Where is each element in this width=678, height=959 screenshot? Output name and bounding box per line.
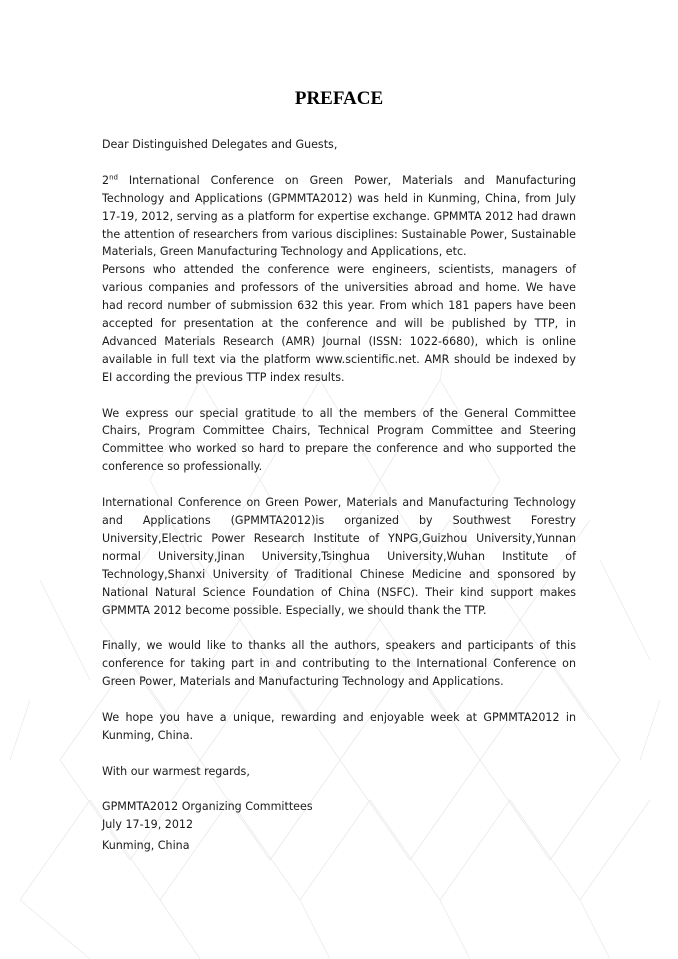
organizers-paragraph: International Conference on Green Power, Materials and Manufacturing Technology and Applications (GPMMTA2012)is organized by Southwest Forestry University,Electric Power Research Institute of YNPG,Guizhou University,Yunnan normal University,Jinan University,Tsinghua University,Wuhan Institute of Technology,Shanxi University of Traditional Chinese Medicine and sponsored by National Natural Science Foundation of China (NSFC). Their kind support makes GPMMTA 2012 become possible. Especially, we should thank the TTP. [102,496,576,617]
signature-organization: GPMMTA2012 Organizing Committees [102,800,313,814]
signature-location: Kunming, China [102,839,190,853]
wishes-paragraph: We hope you have a unique, rewarding and enjoyable week at GPMMTA2012 in Kunming, China. [102,710,576,742]
gratitude-paragraph: We express our special gratitude to all the members of the General Committee Chairs, Program Committee Chairs, Technical Program Committee and Steering Committee who worked so hard to prepare the conference and who supported the conference so professionally. [102,406,576,474]
salutation: Dear Distinguished Delegates and Guests, [102,138,338,151]
intro-text: International Conference on Green Power, Materials and Manufacturing Technology and Applications (GPMMTA2012) was held in Kunming, China, from July 17-19, 2012, serving as a platform for expertise exchange. GPMMTA 2012 had drawn the attention of researchers from various disciplines: Sustainable Power, Sustainable Materials, Green Manufacturing Technology and Applications, etc. [102,173,576,259]
thanks-paragraph: Finally, we would like to thanks all the authors, speakers and participants of this conference for taking part in and contributing to the International Conference on Green Power, Materials and Manufacturing Technology and Applications. [102,639,576,689]
attendance-paragraph: Persons who attended the conference were engineers, scientists, managers of various companies and professors of the universities abroad and home. We have had record number of submission 632 this year. From which 181 papers have been accepted for presentation at the conference and will be published by TTP, in Advanced Materials Research (AMR) Journal (ISSN: 1022-6680), which is online available in full text via the platform www.scientific.net. AMR should be indexed by EI according the previous TTP index results. [102,263,576,384]
page-title: PREFACE [294,88,384,109]
closing-line: With our warmest regards, [102,764,250,778]
signature-date: July 17-19, 2012 [102,818,193,832]
intro-paragraph [102,172,576,262]
preface-body [102,136,576,855]
ordinal-suffix: nd [109,173,118,182]
ordinal-number: 2 [102,173,110,187]
